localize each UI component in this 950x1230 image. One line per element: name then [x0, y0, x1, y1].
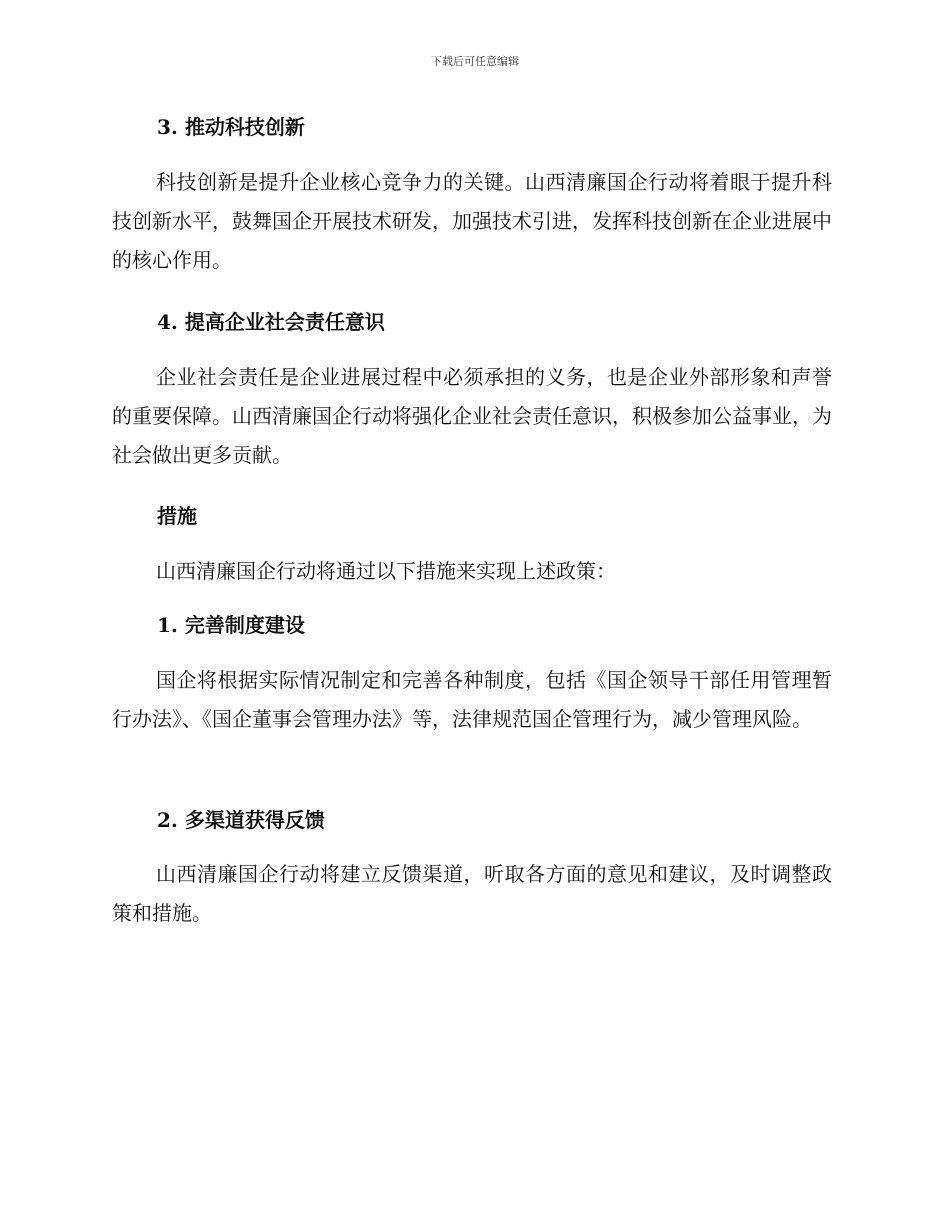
paragraph-measures-intro: 山西清廉国企行动将通过以下措施来实现上述政策： [156, 559, 616, 583]
section-heading-tech-innovation: 3. 推动科技创新 [157, 115, 305, 139]
paragraph-tech-innovation: 科技创新是提升企业核心竞争力的关键。山西清廉国企行动将着眼于提升科技创新水平，鼓舞国企开展技术研发，加强技术引进，发挥科技创新在企业进展中的核心作用。 [112, 170, 832, 272]
section-heading-system-building: 1. 完善制度建设 [157, 613, 305, 637]
paragraph-system-building: 国企将根据实际情况制定和完善各种制度，包括《国企领导干部任用管理暂行办法》、《国企董事会管理办法》等，法律规范国企管理行为，减少管理风险。 [112, 668, 832, 731]
paragraph-social-responsibility: 企业社会责任是企业进展过程中必须承担的义务，也是企业外部形象和声誉的重要保障。山西清廉国企行动将强化企业社会责任意识，积极参加公益事业，为社会做出更多贡献。 [112, 365, 832, 467]
section-heading-measures: 措施 [157, 504, 197, 528]
page-header: 下载后可任意编辑 [431, 55, 519, 68]
section-heading-feedback: 2. 多渠道获得反馈 [157, 808, 325, 832]
section-heading-social-responsibility: 4. 提高企业社会责任意识 [157, 310, 385, 334]
paragraph-feedback: 山西清廉国企行动将建立反馈渠道，听取各方面的意见和建议，及时调整政策和措施。 [112, 862, 832, 925]
